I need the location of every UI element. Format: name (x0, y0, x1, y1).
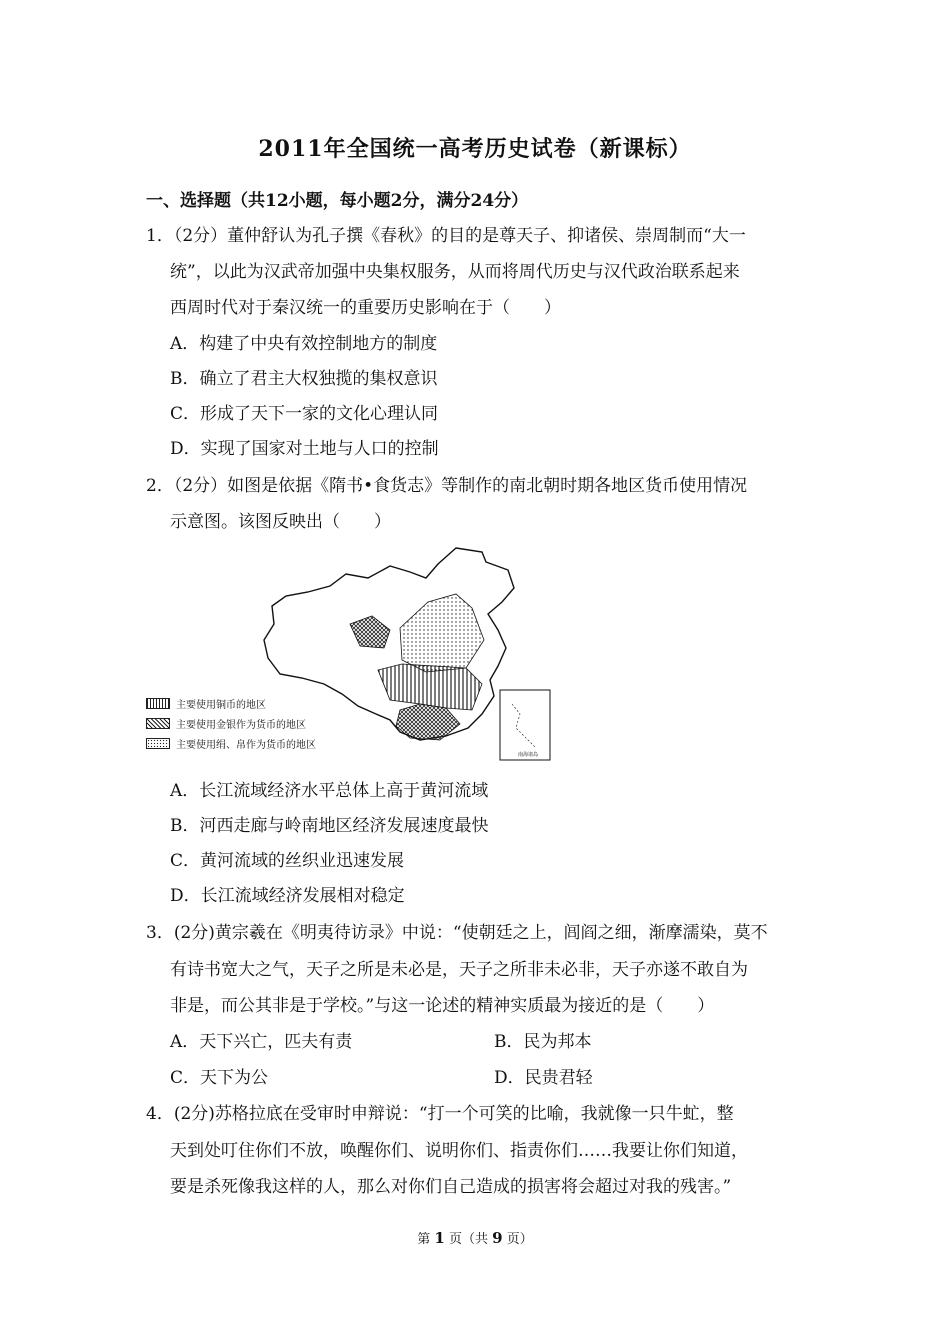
legend-label: 主要使用绢、帛作为货币的地区 (176, 740, 316, 751)
legend-swatch-crosshatch (146, 718, 170, 729)
q3-stem-cont: 非是，而公其非是于学校。”与这一论述的精神实质最为接近的是（ ） (170, 996, 715, 1016)
legend-copper (146, 696, 266, 711)
footer-text: 第 (417, 1232, 431, 1247)
total-pages: 9 (492, 1229, 503, 1247)
page-footer (0, 1228, 950, 1247)
legend-swatch-dotted (146, 738, 170, 749)
footer-text: 页（共 (448, 1232, 488, 1247)
q2-stem: 2．（2分）如图是依据《隋书•食货志》等制作的南北朝时期各地区货币使用情况 (146, 476, 748, 496)
q4-stem: 4．(2分)苏格拉底在受审时申辩说：“打一个可笑的比喻，我就像一只牛虻，整 (146, 1104, 734, 1124)
q1-option-c: C．形成了天下一家的文化心理认同 (170, 404, 439, 424)
q3-option-c: C．天下为公 (170, 1068, 269, 1088)
q3-option-b: B．民为邦本 (494, 1032, 592, 1052)
q2-option-c: C．黄河流域的丝织业迅速发展 (170, 851, 405, 871)
section-heading: 一、选择题（共12小题，每小题2分，满分24分） (146, 191, 529, 211)
q2-stem-cont: 示意图。该图反映出（ ） (170, 512, 391, 532)
exam-title: 2011年全国统一高考历史试卷（新课标） (258, 136, 692, 162)
q4-stem-cont: 天到处叮住你们不放，唤醒你们、说明你们、指责你们……我要让你们知道， (170, 1141, 748, 1161)
footer-text: 页） (506, 1232, 533, 1247)
legend-silk (146, 736, 316, 751)
q2-option-b: B．河西走廊与岭南地区经济发展速度最快 (170, 816, 489, 836)
q2-option-d: D．长江流域经济发展相对稳定 (170, 886, 405, 906)
q2-option-a: A．长江流域经济水平总体上高于黄河流域 (170, 781, 489, 801)
q4-stem-cont: 要是杀死像我这样的人，那么对你们自己造成的损害将会超过对我的残害。” (170, 1177, 732, 1197)
q1-stem: 1．（2分）董仲舒认为孔子撰《春秋》的目的是尊天子、抑诸侯、崇周制而“大一 (146, 226, 746, 246)
inset-label: 南海诸岛 (518, 752, 539, 758)
q1-stem-cont: 西周时代对于秦汉统一的重要历史影响在于（ ） (170, 298, 561, 318)
q1-option-b: B．确立了君主大权独揽的集权意识 (170, 369, 438, 389)
q3-option-d: D．民贵君轻 (494, 1068, 593, 1088)
legend-gold-silver (146, 716, 306, 731)
south-china-sea-inset (500, 690, 550, 760)
legend-label: 主要使用铜币的地区 (176, 700, 266, 711)
page-number: 1 (434, 1229, 445, 1247)
legend-swatch-vertical (146, 698, 170, 709)
q1-option-a: A．构建了中央有效控制地方的制度 (170, 334, 438, 354)
q1-option-d: D．实现了国家对土地与人口的控制 (170, 439, 439, 459)
q3-option-a: A．天下兴亡，匹夫有责 (170, 1032, 353, 1052)
q3-stem-cont: 有诗书宽大之气，天子之所是未必是，天子之所非未必非，天子亦遂不敢自为 (170, 960, 748, 980)
legend-label: 主要使用金银作为货币的地区 (176, 720, 306, 731)
q1-stem-cont: 统”，以此为汉武帝加强中央集权服务，从而将周代历史与汉代政治联系起来 (170, 262, 740, 282)
q3-stem: 3．(2分)黄宗羲在《明夷待访录》中说：“使朝廷之上，闾阎之细，渐摩濡染，莫不 (146, 923, 768, 943)
